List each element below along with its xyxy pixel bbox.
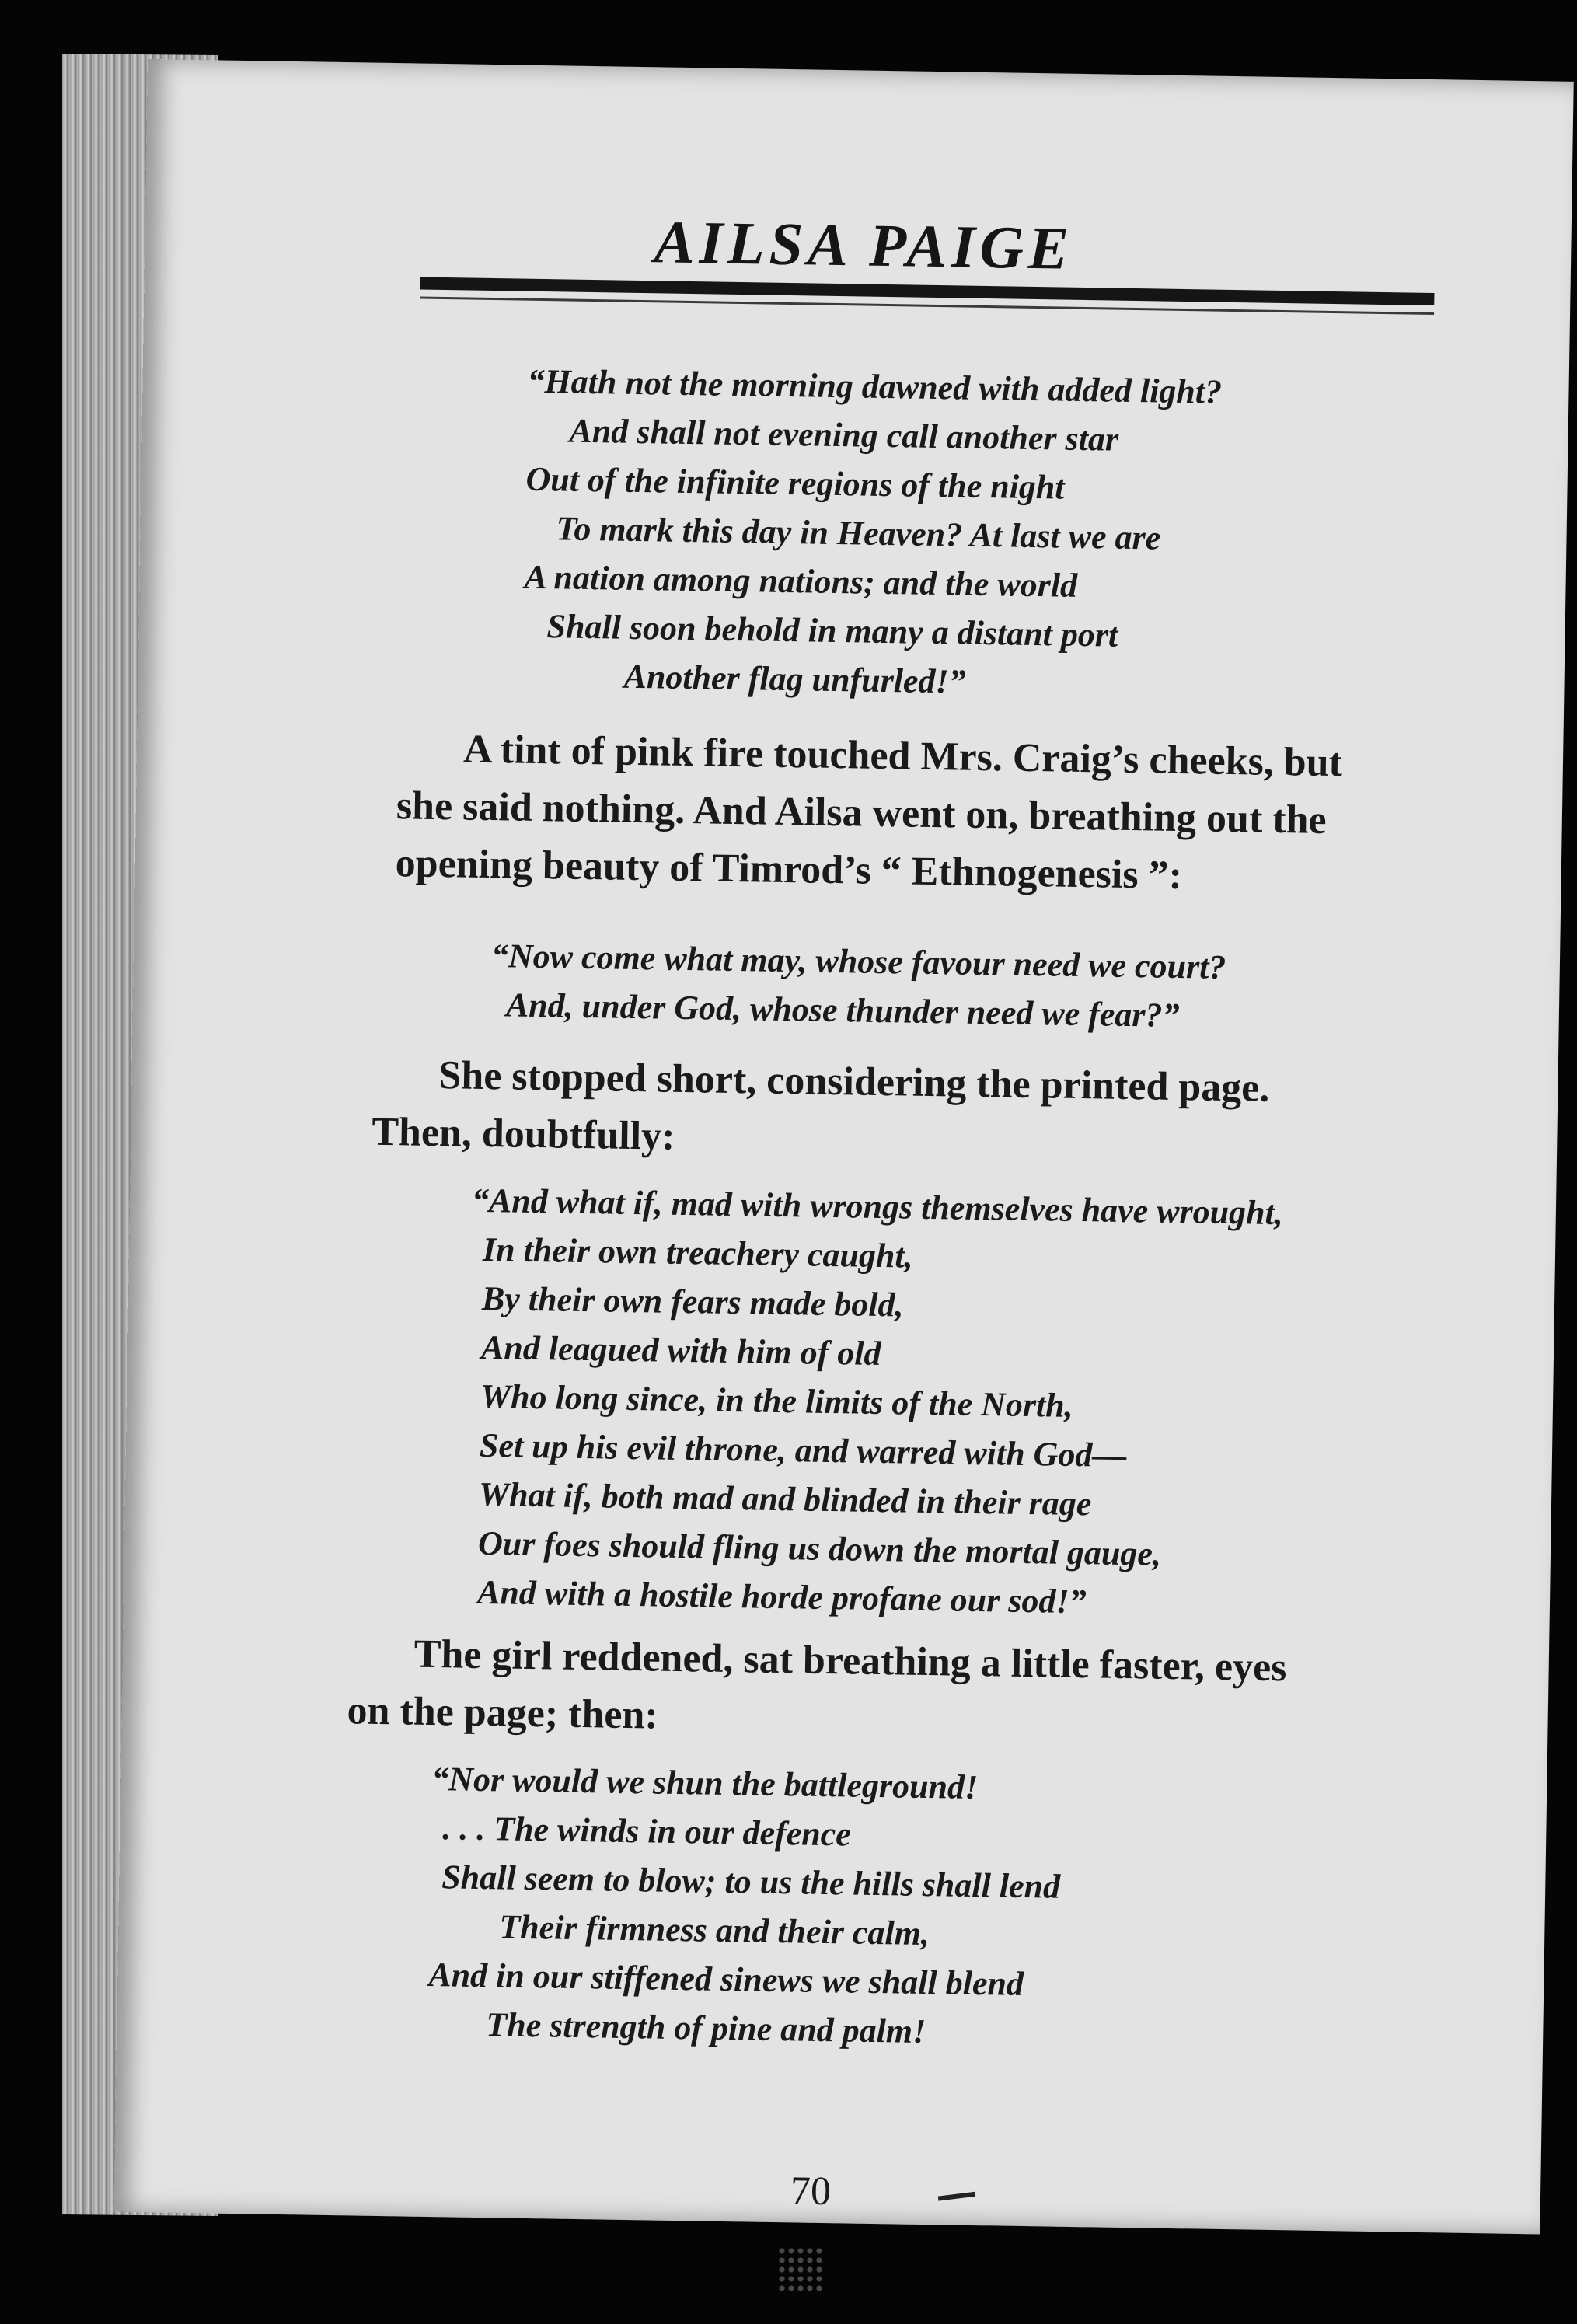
verse-line: Our foes should fling us down the mortal gauge,: [477, 1523, 1162, 1573]
verse-block-1: [522, 357, 1222, 710]
verse-line: Out of the infinite regions of the night: [525, 459, 1065, 507]
printer-mark: [938, 2192, 975, 2201]
verse-line: And, under God, whose thunder need we fear?”: [505, 986, 1180, 1035]
verse-line: Who long since, in the limits of the North,: [480, 1377, 1074, 1425]
verse-line: And in our stiffened sinews we shall blend: [427, 1955, 1024, 2004]
verse-line: In their own treachery caught,: [482, 1230, 914, 1275]
verse-line: And leagued with him of old: [480, 1328, 881, 1373]
verse-line: “Now come what may, whose favour need we court?: [490, 937, 1226, 986]
prose-line: She stopped short, considering the printed page.: [438, 1053, 1270, 1111]
verse-block-4: [427, 1754, 1062, 2058]
verse-block-3: [466, 1176, 1284, 1629]
prose-line: opening beauty of Timrod’s “ Ethnogenesis ”:: [395, 841, 1183, 899]
verse-line: “Hath not the morning dawned with added light?: [527, 361, 1223, 411]
verse-line: Shall seem to blow; to us the hills shall lend: [441, 1858, 1061, 1906]
prose-line: on the page; then:: [347, 1688, 659, 1738]
verse-line: “And what if, mad with wrongs themselves have wrought,: [471, 1181, 1284, 1233]
prose-paragraph-2: [372, 1046, 1270, 1175]
verse-line: . . . The winds in our defence: [441, 1809, 852, 1854]
verse-line: Shall soon behold in many a distant port: [546, 607, 1118, 654]
prose-paragraph-3: [347, 1624, 1287, 1754]
scan-noise: [777, 2246, 824, 2293]
verse-line: “Nor would we shun the battleground!: [431, 1760, 979, 1807]
prose-paragraph-1: [395, 720, 1342, 907]
page-number: 70: [790, 2169, 832, 2214]
verse-block-2: [490, 931, 1226, 1041]
prose-line: Then, doubtfully:: [371, 1109, 675, 1159]
book-page: [113, 59, 1573, 2234]
prose-line: The girl reddened, sat breathing a little faster, eyes: [413, 1631, 1287, 1691]
verse-line: A nation among nations; and the world: [524, 557, 1078, 605]
verse-line: By their own fears made bold,: [481, 1279, 905, 1324]
prose-line: she said nothing. And Ailsa went on, breathing out the: [396, 783, 1328, 843]
verse-line: To mark this day in Heaven? At last we are: [556, 509, 1161, 557]
verse-line: And with a hostile horde profane our sod!”: [476, 1572, 1087, 1621]
verse-line: The strength of pine and palm!: [485, 2005, 926, 2051]
verse-line: Set up his evil throne, and warred with God—: [479, 1425, 1127, 1475]
verse-line: What if, both mad and blinded in their rage: [478, 1474, 1092, 1523]
verse-line: Another flag unfurled!”: [623, 657, 967, 701]
verse-line: And shall not evening call another star: [569, 411, 1119, 459]
verse-line: Their firmness and their calm,: [498, 1907, 930, 1953]
prose-line: A tint of pink fire touched Mrs. Craig’s cheeks, but: [462, 727, 1343, 786]
running-header: AILSA PAIGE: [654, 208, 1074, 282]
